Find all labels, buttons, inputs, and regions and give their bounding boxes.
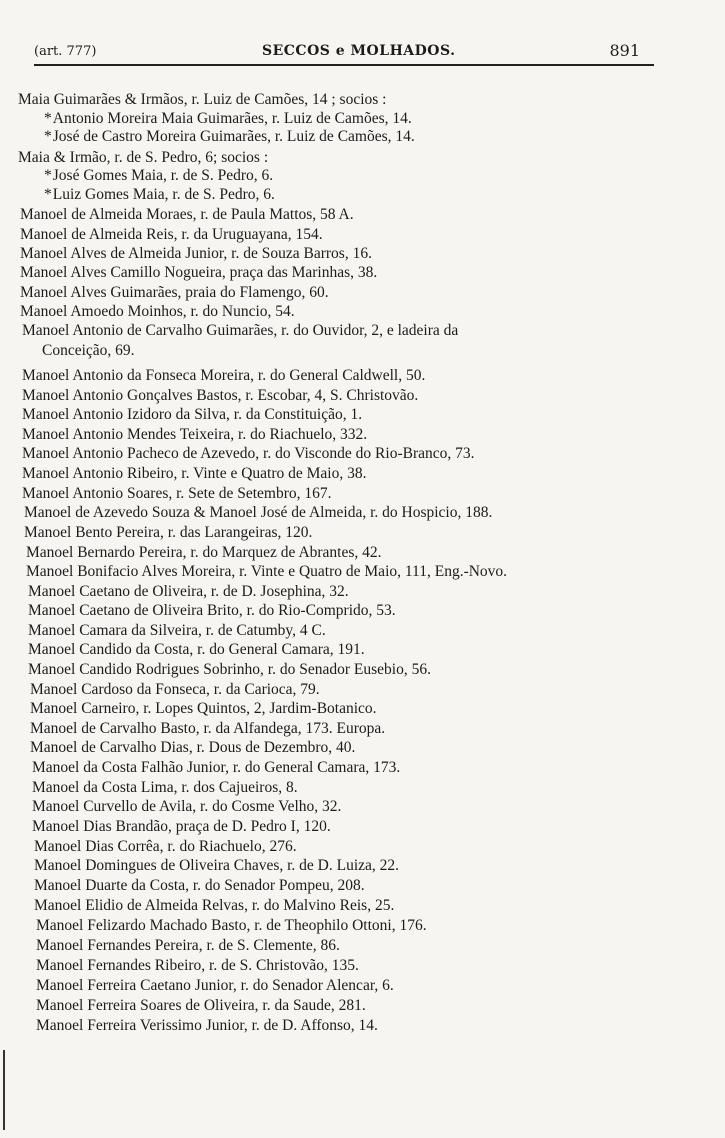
section-title: SECCOS e MOLHADOS. xyxy=(262,43,456,59)
list-item: Manoel Caetano de Oliveira Brito, r. do Rio-Comprido, 53. xyxy=(28,602,396,619)
list-item: Manoel da Costa Lima, r. dos Cajueiros, 8. xyxy=(32,779,298,796)
list-item: Manoel Alves Camillo Nogueira, praça das Marinhas, 38. xyxy=(20,264,378,281)
list-item: Manoel Amoedo Moinhos, r. do Nuncio, 54. xyxy=(20,303,295,320)
list-item: Manoel Duarte da Costa, r. do Senador Pompeu, 208. xyxy=(34,877,365,894)
list-item: Manoel Domingues de Oliveira Chaves, r. de D. Luiza, 22. xyxy=(34,857,400,874)
list-item: Manoel Antonio Izidoro da Silva, r. da Constituição, 1. xyxy=(22,406,363,423)
list-item: Manoel Camara da Silveira, r. de Catumby, 4 C. xyxy=(28,622,326,639)
list-item: Manoel Cardoso da Fonseca, r. da Carioca, 79. xyxy=(30,681,320,698)
list-item: Manoel Candido Rodrigues Sobrinho, r. do Senador Eusebio, 56. xyxy=(28,661,431,678)
list-item: Manoel Ferreira Verissimo Junior, r. de D. Affonso, 14. xyxy=(36,1017,378,1034)
list-item: * José de Castro Moreira Guimarães, r. Luiz de Camões, 14. xyxy=(44,128,415,146)
list-item: Manoel Ferreira Caetano Junior, r. do Senador Alencar, 6. xyxy=(36,977,394,994)
list-item: Manoel Elidio de Almeida Relvas, r. do Malvino Reis, 25. xyxy=(34,897,395,914)
list-item: Manoel de Azevedo Souza & Manoel José de Almeida, r. do Hospicio, 188. xyxy=(24,504,493,521)
list-item: Manoel Caetano de Oliveira, r. de D. Josephina, 32. xyxy=(28,583,349,600)
list-item: Manoel Antonio Soares, r. Sete de Setembro, 167. xyxy=(22,485,332,502)
list-item: Manoel Bernardo Pereira, r. do Marquez de Abrantes, 42. xyxy=(26,544,382,561)
list-item: Manoel Antonio de Carvalho Guimarães, r. do Ouvidor, 2, e ladeira da xyxy=(22,322,459,339)
list-item: Manoel da Costa Falhão Junior, r. do General Camara, 173. xyxy=(32,759,401,776)
list-item: Manoel Antonio Gonçalves Bastos, r. Escobar, 4, S. Christovão. xyxy=(22,387,419,404)
list-item: Manoel de Almeida Reis, r. da Uruguayana, 154. xyxy=(20,226,323,243)
list-item: Maia Guimarães & Irmãos, r. Luiz de Camões, 14 ; socios : xyxy=(18,91,387,108)
page-number: 891 xyxy=(609,41,640,60)
list-item: Manoel Fernandes Pereira, r. de S. Clemente, 86. xyxy=(36,937,340,954)
list-item: Manoel Candido da Costa, r. do General Camara, 191. xyxy=(28,641,365,658)
list-item: Manoel de Carvalho Basto, r. da Alfandega, 173. Europa. xyxy=(30,720,386,737)
list-item: Conceição, 69. xyxy=(42,342,135,359)
list-item: Manoel Dias Brandão, praça de D. Pedro I, 120. xyxy=(32,818,331,835)
list-item: Manoel Alves Guimarães, praia do Flamengo, 60. xyxy=(20,284,329,301)
list-item: Manoel Bento Pereira, r. das Larangeiras, 120. xyxy=(24,524,313,541)
list-item: * José Gomes Maia, r. de S. Pedro, 6. xyxy=(44,167,273,185)
list-item: * Luiz Gomes Maia, r. de S. Pedro, 6. xyxy=(44,186,275,204)
list-item: Manoel Antonio Mendes Teixeira, r. do Riachuelo, 332. xyxy=(22,426,368,443)
article-reference: (art. 777) xyxy=(34,44,97,59)
margin-rule xyxy=(3,1050,5,1130)
list-item: Manoel Antonio Ribeiro, r. Vinte e Quatro de Maio, 38. xyxy=(22,465,367,482)
list-item: Manoel Felizardo Machado Basto, r. de Theophilo Ottoni, 176. xyxy=(36,917,427,934)
list-item: Manoel de Carvalho Dias, r. Dous de Dezembro, 40. xyxy=(30,739,356,756)
list-item: Manoel de Almeida Moraes, r. de Paula Mattos, 58 A. xyxy=(20,206,354,223)
list-item: Manoel Antonio Pacheco de Azevedo, r. do Visconde do Rio-Branco, 73. xyxy=(22,445,475,462)
page-header xyxy=(34,38,654,66)
list-item: Manoel Carneiro, r. Lopes Quintos, 2, Jardim-Botanico. xyxy=(30,700,377,717)
list-item: Manoel Fernandes Ribeiro, r. de S. Christovão, 135. xyxy=(36,957,359,974)
list-item: Manoel Dias Corrêa, r. do Riachuelo, 276. xyxy=(34,838,297,855)
list-item: Maia & Irmão, r. de S. Pedro, 6; socios : xyxy=(18,149,269,166)
list-item: Manoel Antonio da Fonseca Moreira, r. do General Caldwell, 50. xyxy=(22,367,426,384)
list-item: Manoel Ferreira Soares de Oliveira, r. da Saude, 281. xyxy=(36,997,366,1014)
list-item: Manoel Alves de Almeida Junior, r. de Souza Barros, 16. xyxy=(20,245,372,262)
list-item: Manoel Curvello de Avila, r. do Cosme Velho, 32. xyxy=(32,798,342,815)
list-item: Manoel Bonifacio Alves Moreira, r. Vinte e Quatro de Maio, 111, Eng.-Novo. xyxy=(26,563,508,580)
list-item: * Antonio Moreira Maia Guimarães, r. Luiz de Camões, 14. xyxy=(44,110,412,128)
